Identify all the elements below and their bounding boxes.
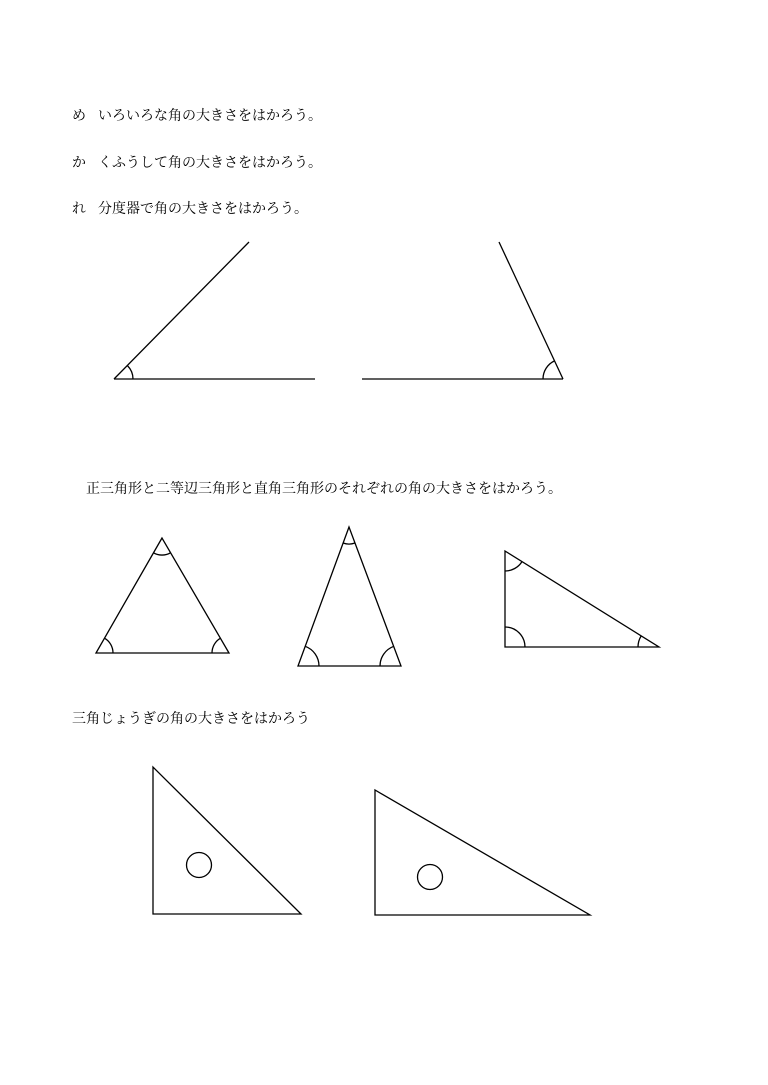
isosceles-triangle xyxy=(298,527,401,666)
isosceles-triangle-outline xyxy=(298,527,401,666)
set-square-30-60-outline xyxy=(375,790,590,915)
right-triangle-angle-arc-right xyxy=(638,636,641,647)
acute-angle-ray-upper xyxy=(114,242,249,379)
goal-re-text: 分度器で角の大きさをはかろう。 xyxy=(98,201,308,217)
acute-angle xyxy=(114,242,315,379)
goal-ka-mark: か xyxy=(72,155,86,171)
isosceles-angle-arc-left xyxy=(305,646,319,666)
triangles-instruction: 正三角形と二等辺三角形と直角三角形のそれぞれの角の大きさをはかろう。 xyxy=(86,481,562,497)
equilateral-angle-arc-left xyxy=(105,638,114,653)
equilateral-triangle xyxy=(96,538,229,653)
obtuse-angle xyxy=(362,242,563,379)
goal-re-mark: れ xyxy=(72,201,86,217)
set-square-45-outline xyxy=(153,767,301,914)
set-square-45 xyxy=(153,767,301,914)
acute-angle-arc xyxy=(127,366,133,380)
right-triangle-outline xyxy=(505,551,659,647)
goal-me-mark: め xyxy=(72,108,86,124)
goal-ka-text: くふうして角の大きさをはかろう。 xyxy=(98,155,322,171)
obtuse-angle-ray-upper xyxy=(499,242,563,379)
isosceles-angle-arc-top xyxy=(343,543,355,544)
right-triangle-angle-arc-top xyxy=(505,562,522,571)
set-square-45-hole xyxy=(187,853,212,878)
goal-me-text: いろいろな角の大きさをはかろう。 xyxy=(98,108,322,124)
isosceles-angle-arc-right xyxy=(380,646,394,666)
set-squares-instruction: 三角じょうぎの角の大きさをはかろう xyxy=(72,711,310,727)
set-square-30-60 xyxy=(375,790,590,915)
right-triangle-angle-arc-corner xyxy=(505,627,525,647)
equilateral-angle-arc-top xyxy=(154,553,171,555)
equilateral-angle-arc-right xyxy=(212,638,221,653)
set-square-30-60-hole xyxy=(418,865,443,890)
obtuse-angle-arc xyxy=(543,361,555,379)
right-triangle xyxy=(505,551,659,647)
